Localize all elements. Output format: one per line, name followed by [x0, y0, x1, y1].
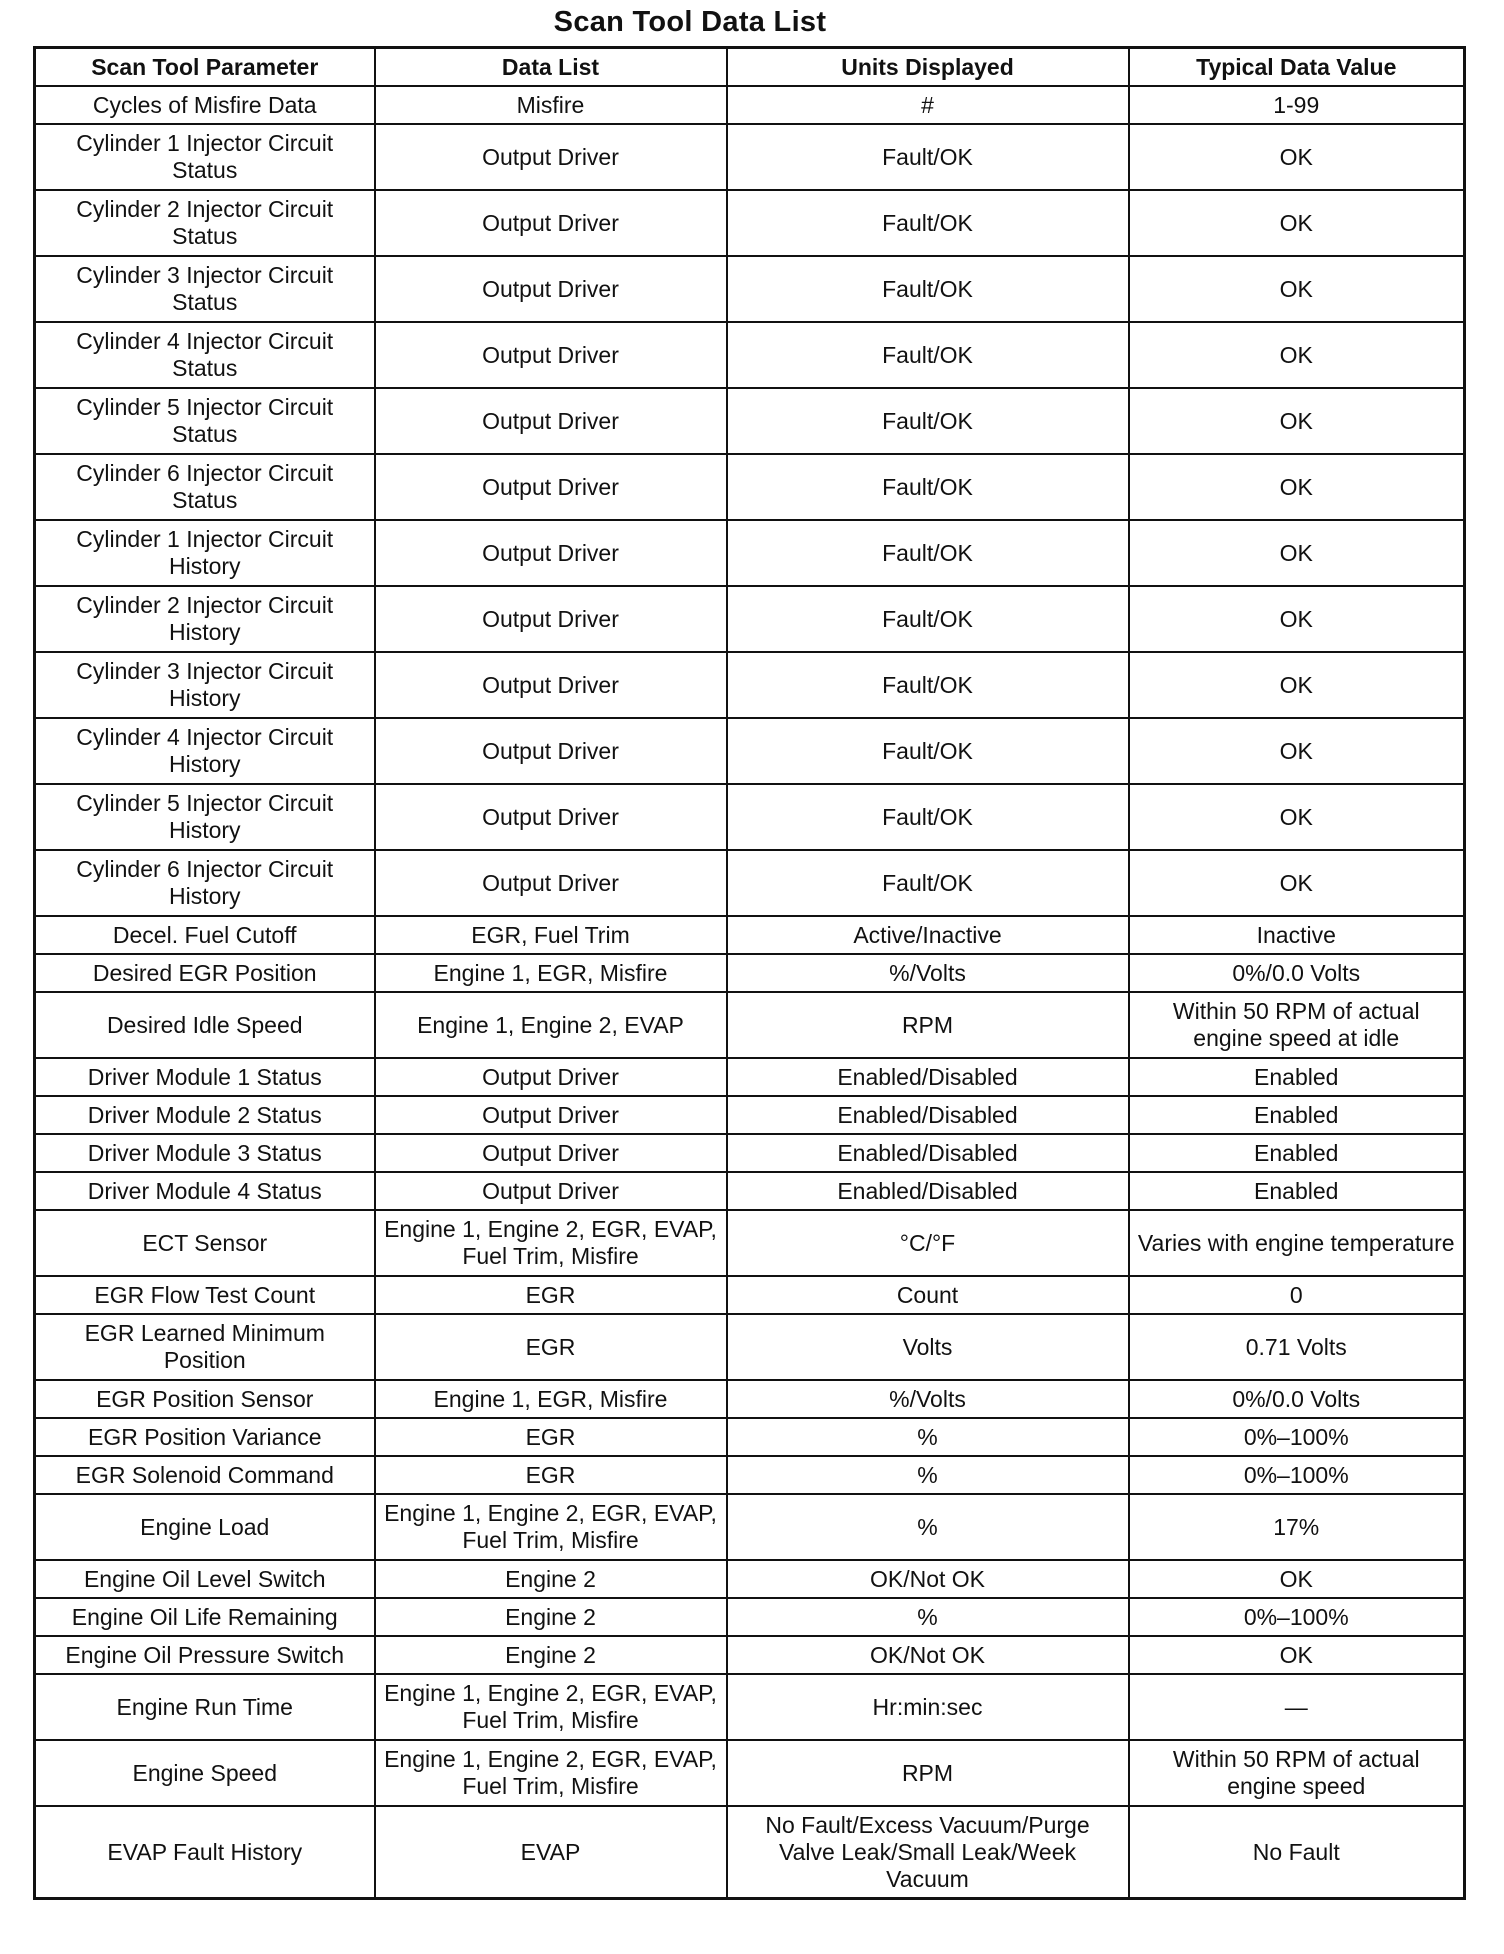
cell-data-list: Engine 1, Engine 2, EGR, EVAP, Fuel Trim, Misfire: [375, 1740, 727, 1806]
cell-data-list: Engine 1, Engine 2, EVAP: [375, 992, 727, 1058]
scan-tool-data-table: [33, 46, 1466, 1900]
cell-parameter: Cylinder 1 Injector Circuit History: [35, 520, 375, 586]
cell-parameter: Engine Run Time: [35, 1674, 375, 1740]
table-row: [35, 850, 1465, 916]
cell-units: Fault/OK: [727, 718, 1129, 784]
cell-units: %/Volts: [727, 954, 1129, 992]
table-row: [35, 190, 1465, 256]
table-row: [35, 388, 1465, 454]
table-row: [35, 586, 1465, 652]
cell-units: Fault/OK: [727, 784, 1129, 850]
cell-typical-value: OK: [1129, 718, 1465, 784]
cell-parameter: Desired Idle Speed: [35, 992, 375, 1058]
cell-typical-value: 0%–100%: [1129, 1456, 1465, 1494]
table-row: [35, 652, 1465, 718]
cell-typical-value: OK: [1129, 652, 1465, 718]
cell-units: %/Volts: [727, 1380, 1129, 1418]
cell-units: #: [727, 86, 1129, 124]
cell-units: Fault/OK: [727, 190, 1129, 256]
cell-parameter: Driver Module 3 Status: [35, 1134, 375, 1172]
cell-typical-value: 1-99: [1129, 86, 1465, 124]
cell-data-list: Engine 1, EGR, Misfire: [375, 1380, 727, 1418]
cell-parameter: EVAP Fault History: [35, 1806, 375, 1899]
header-row: [35, 48, 1465, 87]
table-row: [35, 322, 1465, 388]
cell-data-list: Engine 1, Engine 2, EGR, EVAP, Fuel Trim, Misfire: [375, 1674, 727, 1740]
table-row: [35, 1806, 1465, 1899]
cell-data-list: Output Driver: [375, 388, 727, 454]
cell-units: Fault/OK: [727, 256, 1129, 322]
cell-data-list: Output Driver: [375, 718, 727, 784]
column-header-units: Units Displayed: [727, 48, 1129, 87]
cell-units: Fault/OK: [727, 652, 1129, 718]
cell-parameter: EGR Solenoid Command: [35, 1456, 375, 1494]
cell-data-list: Output Driver: [375, 322, 727, 388]
cell-parameter: Desired EGR Position: [35, 954, 375, 992]
cell-units: %: [727, 1598, 1129, 1636]
cell-data-list: Engine 1, Engine 2, EGR, EVAP, Fuel Trim, Misfire: [375, 1494, 727, 1560]
cell-units: Fault/OK: [727, 850, 1129, 916]
cell-parameter: Driver Module 4 Status: [35, 1172, 375, 1210]
table-body: [35, 86, 1465, 1899]
table-row: [35, 1456, 1465, 1494]
cell-data-list: EGR, Fuel Trim: [375, 916, 727, 954]
cell-parameter: Cylinder 4 Injector Circuit Status: [35, 322, 375, 388]
table-row: [35, 992, 1465, 1058]
table-row: [35, 256, 1465, 322]
cell-parameter: Cycles of Misfire Data: [35, 86, 375, 124]
cell-data-list: Misfire: [375, 86, 727, 124]
cell-parameter: Cylinder 4 Injector Circuit History: [35, 718, 375, 784]
cell-typical-value: OK: [1129, 190, 1465, 256]
cell-typical-value: Enabled: [1129, 1134, 1465, 1172]
cell-units: Fault/OK: [727, 586, 1129, 652]
cell-units: Active/Inactive: [727, 916, 1129, 954]
cell-typical-value: OK: [1129, 256, 1465, 322]
cell-typical-value: OK: [1129, 388, 1465, 454]
cell-parameter: EGR Position Sensor: [35, 1380, 375, 1418]
cell-data-list: EGR: [375, 1276, 727, 1314]
cell-units: %: [727, 1418, 1129, 1456]
table-row: [35, 1636, 1465, 1674]
cell-data-list: Output Driver: [375, 1134, 727, 1172]
table-row: [35, 124, 1465, 190]
cell-typical-value: Enabled: [1129, 1058, 1465, 1096]
cell-units: Fault/OK: [727, 454, 1129, 520]
cell-data-list: Output Driver: [375, 124, 727, 190]
cell-data-list: Output Driver: [375, 586, 727, 652]
table-row: [35, 454, 1465, 520]
table-row: [35, 520, 1465, 586]
cell-parameter: Engine Oil Pressure Switch: [35, 1636, 375, 1674]
cell-data-list: Engine 2: [375, 1598, 727, 1636]
cell-data-list: Output Driver: [375, 784, 727, 850]
cell-typical-value: OK: [1129, 1636, 1465, 1674]
table-row: [35, 1058, 1465, 1096]
cell-units: OK/Not OK: [727, 1560, 1129, 1598]
cell-data-list: Output Driver: [375, 1172, 727, 1210]
cell-typical-value: No Fault: [1129, 1806, 1465, 1899]
table-row: [35, 1418, 1465, 1456]
cell-parameter: EGR Learned Minimum Position: [35, 1314, 375, 1380]
cell-parameter: Cylinder 6 Injector Circuit History: [35, 850, 375, 916]
cell-units: Fault/OK: [727, 322, 1129, 388]
cell-units: Enabled/Disabled: [727, 1096, 1129, 1134]
table-row: [35, 1740, 1465, 1806]
cell-typical-value: OK: [1129, 322, 1465, 388]
cell-parameter: Engine Load: [35, 1494, 375, 1560]
cell-data-list: Engine 2: [375, 1636, 727, 1674]
cell-typical-value: Varies with engine temperature: [1129, 1210, 1465, 1276]
cell-units: Enabled/Disabled: [727, 1134, 1129, 1172]
cell-typical-value: Enabled: [1129, 1172, 1465, 1210]
cell-parameter: Engine Oil Level Switch: [35, 1560, 375, 1598]
cell-parameter: Cylinder 5 Injector Circuit History: [35, 784, 375, 850]
cell-typical-value: OK: [1129, 520, 1465, 586]
cell-parameter: Driver Module 1 Status: [35, 1058, 375, 1096]
cell-data-list: EGR: [375, 1314, 727, 1380]
cell-parameter: Engine Oil Life Remaining: [35, 1598, 375, 1636]
table-row: [35, 916, 1465, 954]
cell-parameter: EGR Position Variance: [35, 1418, 375, 1456]
cell-units: %: [727, 1494, 1129, 1560]
cell-parameter: ECT Sensor: [35, 1210, 375, 1276]
cell-parameter: Cylinder 5 Injector Circuit Status: [35, 388, 375, 454]
cell-data-list: Engine 2: [375, 1560, 727, 1598]
table-row: [35, 1560, 1465, 1598]
table-row: [35, 1096, 1465, 1134]
cell-typical-value: OK: [1129, 850, 1465, 916]
table-row: [35, 784, 1465, 850]
cell-data-list: Engine 1, Engine 2, EGR, EVAP, Fuel Trim, Misfire: [375, 1210, 727, 1276]
cell-units: RPM: [727, 992, 1129, 1058]
cell-parameter: Cylinder 3 Injector Circuit History: [35, 652, 375, 718]
cell-data-list: EGR: [375, 1418, 727, 1456]
cell-typical-value: 0.71 Volts: [1129, 1314, 1465, 1380]
cell-data-list: Output Driver: [375, 850, 727, 916]
cell-data-list: Output Driver: [375, 454, 727, 520]
cell-data-list: EGR: [375, 1456, 727, 1494]
table-row: [35, 1276, 1465, 1314]
cell-units: %: [727, 1456, 1129, 1494]
table-row: [35, 1134, 1465, 1172]
cell-units: Fault/OK: [727, 388, 1129, 454]
cell-parameter: Cylinder 2 Injector Circuit Status: [35, 190, 375, 256]
cell-data-list: Output Driver: [375, 520, 727, 586]
cell-data-list: Engine 1, EGR, Misfire: [375, 954, 727, 992]
cell-typical-value: Inactive: [1129, 916, 1465, 954]
column-header-data-list: Data List: [375, 48, 727, 87]
cell-data-list: Output Driver: [375, 1058, 727, 1096]
cell-units: RPM: [727, 1740, 1129, 1806]
cell-typical-value: 0%/0.0 Volts: [1129, 1380, 1465, 1418]
cell-typical-value: OK: [1129, 1560, 1465, 1598]
cell-typical-value: 0%–100%: [1129, 1418, 1465, 1456]
table-row: [35, 1494, 1465, 1560]
page-title: Scan Tool Data List: [553, 6, 827, 38]
cell-typical-value: 0%–100%: [1129, 1598, 1465, 1636]
cell-typical-value: —: [1129, 1674, 1465, 1740]
cell-units: Hr:min:sec: [727, 1674, 1129, 1740]
cell-typical-value: Enabled: [1129, 1096, 1465, 1134]
table-row: [35, 718, 1465, 784]
table-row: [35, 1380, 1465, 1418]
cell-data-list: Output Driver: [375, 190, 727, 256]
cell-units: °C/°F: [727, 1210, 1129, 1276]
cell-typical-value: OK: [1129, 124, 1465, 190]
table-row: [35, 954, 1465, 992]
cell-data-list: Output Driver: [375, 256, 727, 322]
cell-parameter: Cylinder 3 Injector Circuit Status: [35, 256, 375, 322]
cell-data-list: Output Driver: [375, 652, 727, 718]
table-row: [35, 1314, 1465, 1380]
cell-parameter: Cylinder 6 Injector Circuit Status: [35, 454, 375, 520]
cell-units: Enabled/Disabled: [727, 1058, 1129, 1096]
cell-parameter: Driver Module 2 Status: [35, 1096, 375, 1134]
cell-units: Fault/OK: [727, 520, 1129, 586]
cell-typical-value: OK: [1129, 586, 1465, 652]
cell-parameter: Decel. Fuel Cutoff: [35, 916, 375, 954]
cell-typical-value: OK: [1129, 784, 1465, 850]
table-row: [35, 1674, 1465, 1740]
cell-parameter: Cylinder 2 Injector Circuit History: [35, 586, 375, 652]
cell-parameter: EGR Flow Test Count: [35, 1276, 375, 1314]
cell-typical-value: 0%/0.0 Volts: [1129, 954, 1465, 992]
cell-parameter: Engine Speed: [35, 1740, 375, 1806]
cell-parameter: Cylinder 1 Injector Circuit Status: [35, 124, 375, 190]
cell-units: Fault/OK: [727, 124, 1129, 190]
cell-units: Enabled/Disabled: [727, 1172, 1129, 1210]
cell-typical-value: 17%: [1129, 1494, 1465, 1560]
cell-units: No Fault/Excess Vacuum/Purge Valve Leak/Small Leak/Week Vacuum: [727, 1806, 1129, 1899]
cell-typical-value: 0: [1129, 1276, 1465, 1314]
cell-typical-value: Within 50 RPM of actual engine speed: [1129, 1740, 1465, 1806]
cell-typical-value: OK: [1129, 454, 1465, 520]
cell-units: Count: [727, 1276, 1129, 1314]
cell-typical-value: Within 50 RPM of actual engine speed at idle: [1129, 992, 1465, 1058]
cell-data-list: Output Driver: [375, 1096, 727, 1134]
table-row: [35, 1172, 1465, 1210]
table-row: [35, 1210, 1465, 1276]
cell-units: OK/Not OK: [727, 1636, 1129, 1674]
column-header-parameter: Scan Tool Parameter: [35, 48, 375, 87]
cell-data-list: EVAP: [375, 1806, 727, 1899]
column-header-typical-value: Typical Data Value: [1129, 48, 1465, 87]
table-row: [35, 86, 1465, 124]
cell-units: Volts: [727, 1314, 1129, 1380]
table-row: [35, 1598, 1465, 1636]
